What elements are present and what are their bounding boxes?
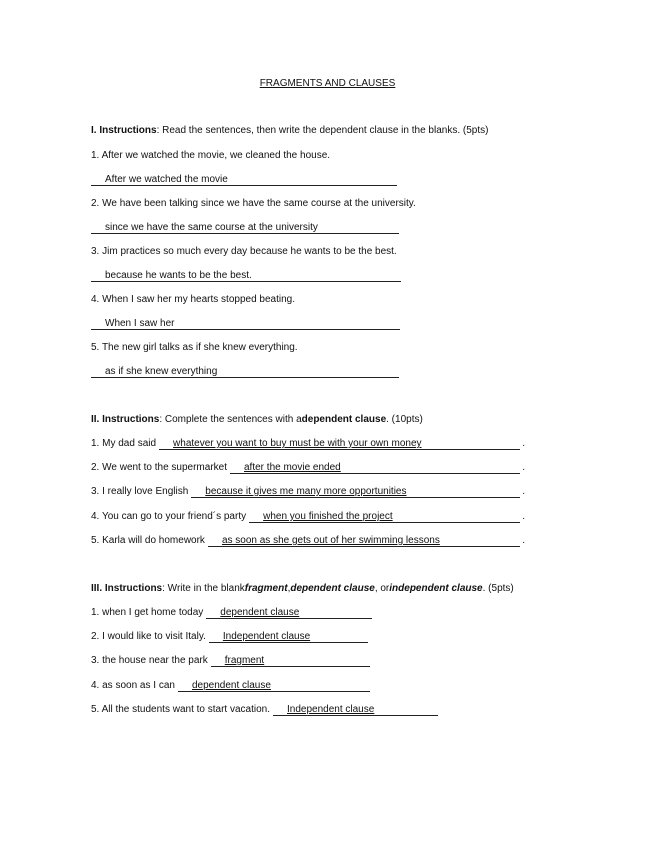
section1-sentence-3: 3. Jim practices so much every day because he wants to be the best. <box>91 246 397 257</box>
answer-blank: Independent clause <box>209 631 368 643</box>
section3-item-1 <box>91 607 372 619</box>
prompt: 1. when I get home today <box>91 607 204 618</box>
section3-points: . (5pts) <box>482 583 514 594</box>
prompt: 5. Karla will do homework <box>91 535 205 546</box>
prompt: 1. My dad said <box>91 438 157 449</box>
period: . <box>522 438 525 449</box>
section1-text: : Read the sentences, then write the dependent clause in the blanks. (5pts) <box>156 125 489 136</box>
section2-item-2 <box>91 462 525 474</box>
section2-instructions <box>91 414 423 426</box>
separator: , or <box>374 583 390 594</box>
period: . <box>522 535 525 546</box>
section3-item-3 <box>91 655 370 667</box>
answer-blank: after the movie ended <box>230 462 520 474</box>
prompt: 3. the house near the park <box>91 655 208 666</box>
section1-sentence-1: 1. After we watched the movie, we cleaned the house. <box>91 150 331 161</box>
section1-sentence-5: 5. The new girl talks as if she knew everything. <box>91 342 298 353</box>
section2-item-5 <box>91 535 525 547</box>
answer-blank: When I saw her <box>91 318 400 330</box>
section1-answer-4 <box>91 318 400 330</box>
answer-blank: dependent clause <box>178 680 370 692</box>
section2-item-1 <box>91 438 525 450</box>
section2-term: dependent clause <box>301 414 387 425</box>
section1-sentence-2: 2. We have been talking since we have the same course at the university. <box>91 198 416 209</box>
answer-blank: as soon as she gets out of her swimming lessons <box>208 535 520 547</box>
section2-item-4 <box>91 511 525 523</box>
answer-blank: dependent clause <box>206 607 372 619</box>
answer-blank: Independent clause <box>273 704 438 716</box>
section2-item-3 <box>91 486 525 498</box>
section3-item-5 <box>91 704 438 716</box>
answer-blank: whatever you want to buy must be with your own money <box>159 438 520 450</box>
section3-label: III. Instructions <box>91 583 163 594</box>
section1-answer-5 <box>91 366 399 378</box>
answer-blank: After we watched the movie <box>91 174 397 186</box>
period: . <box>522 462 525 473</box>
section3-item-4 <box>91 680 370 692</box>
section2-text: : Complete the sentences with a <box>159 414 302 425</box>
answer-blank: because he wants to be the best. <box>91 270 401 282</box>
section1-instructions <box>91 125 488 137</box>
section2-label: II. Instructions <box>91 414 160 425</box>
answer-blank: because it gives me many more opportunities <box>191 486 520 498</box>
prompt: 2. We went to the supermarket <box>91 462 227 473</box>
answer-blank: since we have the same course at the university <box>91 222 399 234</box>
section1-sentence-4: 4. When I saw her my hearts stopped beating. <box>91 294 295 305</box>
section1-answer-2 <box>91 222 399 234</box>
section3-item-2 <box>91 631 368 643</box>
separator: , <box>287 583 291 594</box>
section1-answer-1 <box>91 174 397 186</box>
prompt: 4. as soon as I can <box>91 680 175 691</box>
answer-blank: when you finished the project <box>249 511 520 523</box>
section3-text: : Write in the blank <box>162 583 245 594</box>
section1-label: I. Instructions <box>91 125 157 136</box>
prompt: 3. I really love English <box>91 486 189 497</box>
answer-blank: fragment <box>211 655 370 667</box>
period: . <box>522 486 525 497</box>
prompt: 5. All the students want to start vacation. <box>91 704 270 715</box>
answer-blank: as if she knew everything <box>91 366 399 378</box>
term-independent-clause: independent clause <box>389 583 483 594</box>
term-dependent-clause: dependent clause <box>290 583 375 594</box>
period: . <box>522 511 525 522</box>
section2-points: . (10pts) <box>386 414 423 425</box>
term-fragment: fragment <box>244 583 288 594</box>
page-title: FRAGMENTS AND CLAUSES <box>259 78 396 89</box>
prompt: 2. I would like to visit Italy. <box>91 631 206 642</box>
section1-answer-3 <box>91 270 401 282</box>
section3-instructions <box>91 583 514 595</box>
prompt: 4. You can go to your friend´s party <box>91 511 247 522</box>
